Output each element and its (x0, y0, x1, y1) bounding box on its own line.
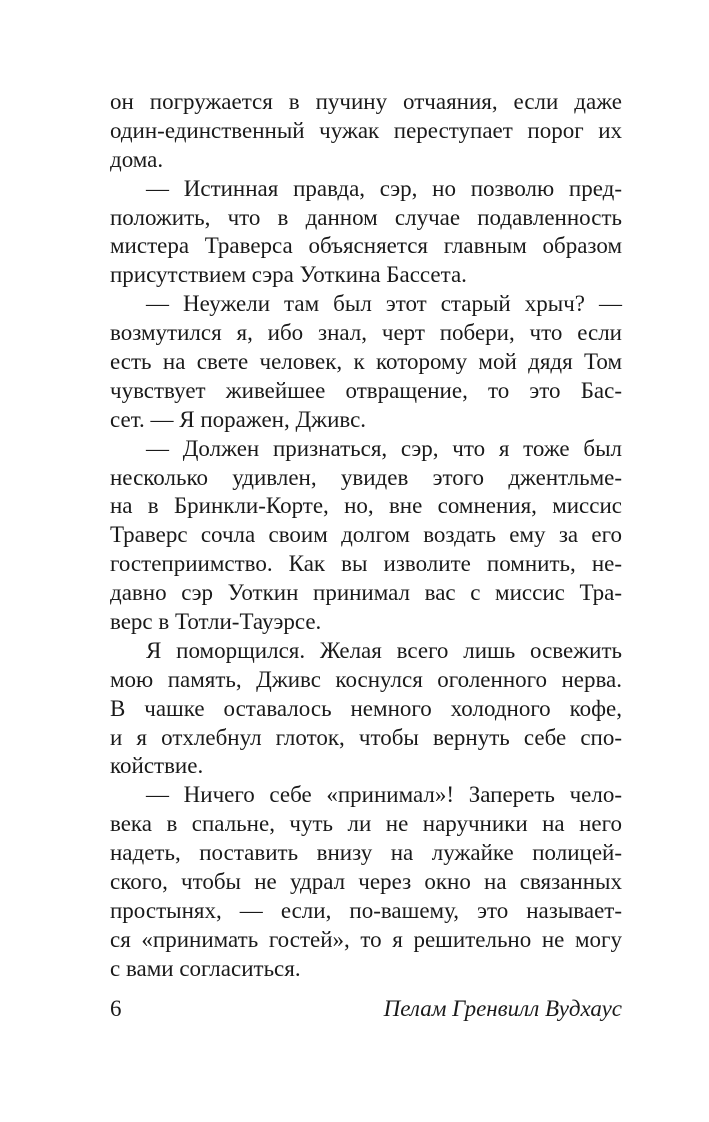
text-line: простынях, — если, по-вашему, это называет- (110, 897, 622, 923)
text-line: века в спальне, чуть ли не наручники на него (110, 811, 622, 837)
text-line: он погружается в пучину отчаяния, если даже (110, 89, 622, 114)
text-line: мою память, Дживс коснулся оголенного нерва. (110, 666, 622, 692)
text-line: — Ничего себе «принимал»! Запереть чело- (146, 782, 622, 808)
text-line: есть на свете человек, к которому мой дядя Том (110, 349, 622, 375)
text-line: возмутился я, ибо знал, черт побери, что если (110, 320, 622, 346)
text-line: положить, что в данном случае подавленность (110, 204, 622, 230)
running-head-author: Пелам Гренвилл Вудхаус (383, 996, 622, 1021)
text-line: Я поморщился. Желая всего лишь освежить (146, 637, 622, 663)
text-line: и я отхлебнул глоток, чтобы вернуть себе спо- (110, 724, 622, 750)
text-line: — Истинная правда, сэр, но позволю пред- (146, 175, 622, 201)
text-line: с вами согласиться. (110, 955, 301, 981)
text-line: чувствует живейшее отвращение, то это Бас- (110, 377, 622, 403)
text-line: ского, чтобы не удрал через окно на связанных (110, 869, 622, 895)
text-line: один-единственный чужак переступает порог их (110, 117, 622, 143)
text-line: — Должен признаться, сэр, что я тоже был (146, 435, 622, 461)
text-line: гостеприимство. Как вы изволите помнить, не- (110, 551, 622, 577)
text-line: — Неужели там был этот старый хрыч? — (146, 291, 622, 317)
text-line: присутствием сэра Уоткина Бассета. (110, 262, 467, 288)
text-line: мистера Траверса объясняется главным образом (110, 233, 622, 259)
page-number: 6 (110, 996, 122, 1021)
text-line: В чашке оставалось немного холодного кофе, (110, 695, 622, 721)
text-line: сет. — Я поражен, Дживс. (110, 406, 367, 432)
text-line: верс в Тотли-Тауэрсе. (110, 609, 322, 635)
text-line: койствие. (110, 753, 204, 779)
text-line: на в Бринкли-Корте, но, вне сомнения, миссис (110, 493, 622, 519)
text-line: давно сэр Уоткин принимал вас с миссис Тра- (110, 580, 622, 606)
text-line: Траверс сочла своим долгом воздать ему за его (110, 522, 622, 548)
body-text (110, 88, 622, 984)
text-line: надеть, поставить внизу на лужайке полицей- (110, 840, 622, 866)
text-line: несколько удивлен, увидев этого джентльме- (110, 464, 622, 490)
text-line: дома. (110, 146, 164, 172)
text-line: ся «принимать гостей», то я решительно не могу (110, 926, 622, 952)
page-footer (110, 994, 622, 1024)
